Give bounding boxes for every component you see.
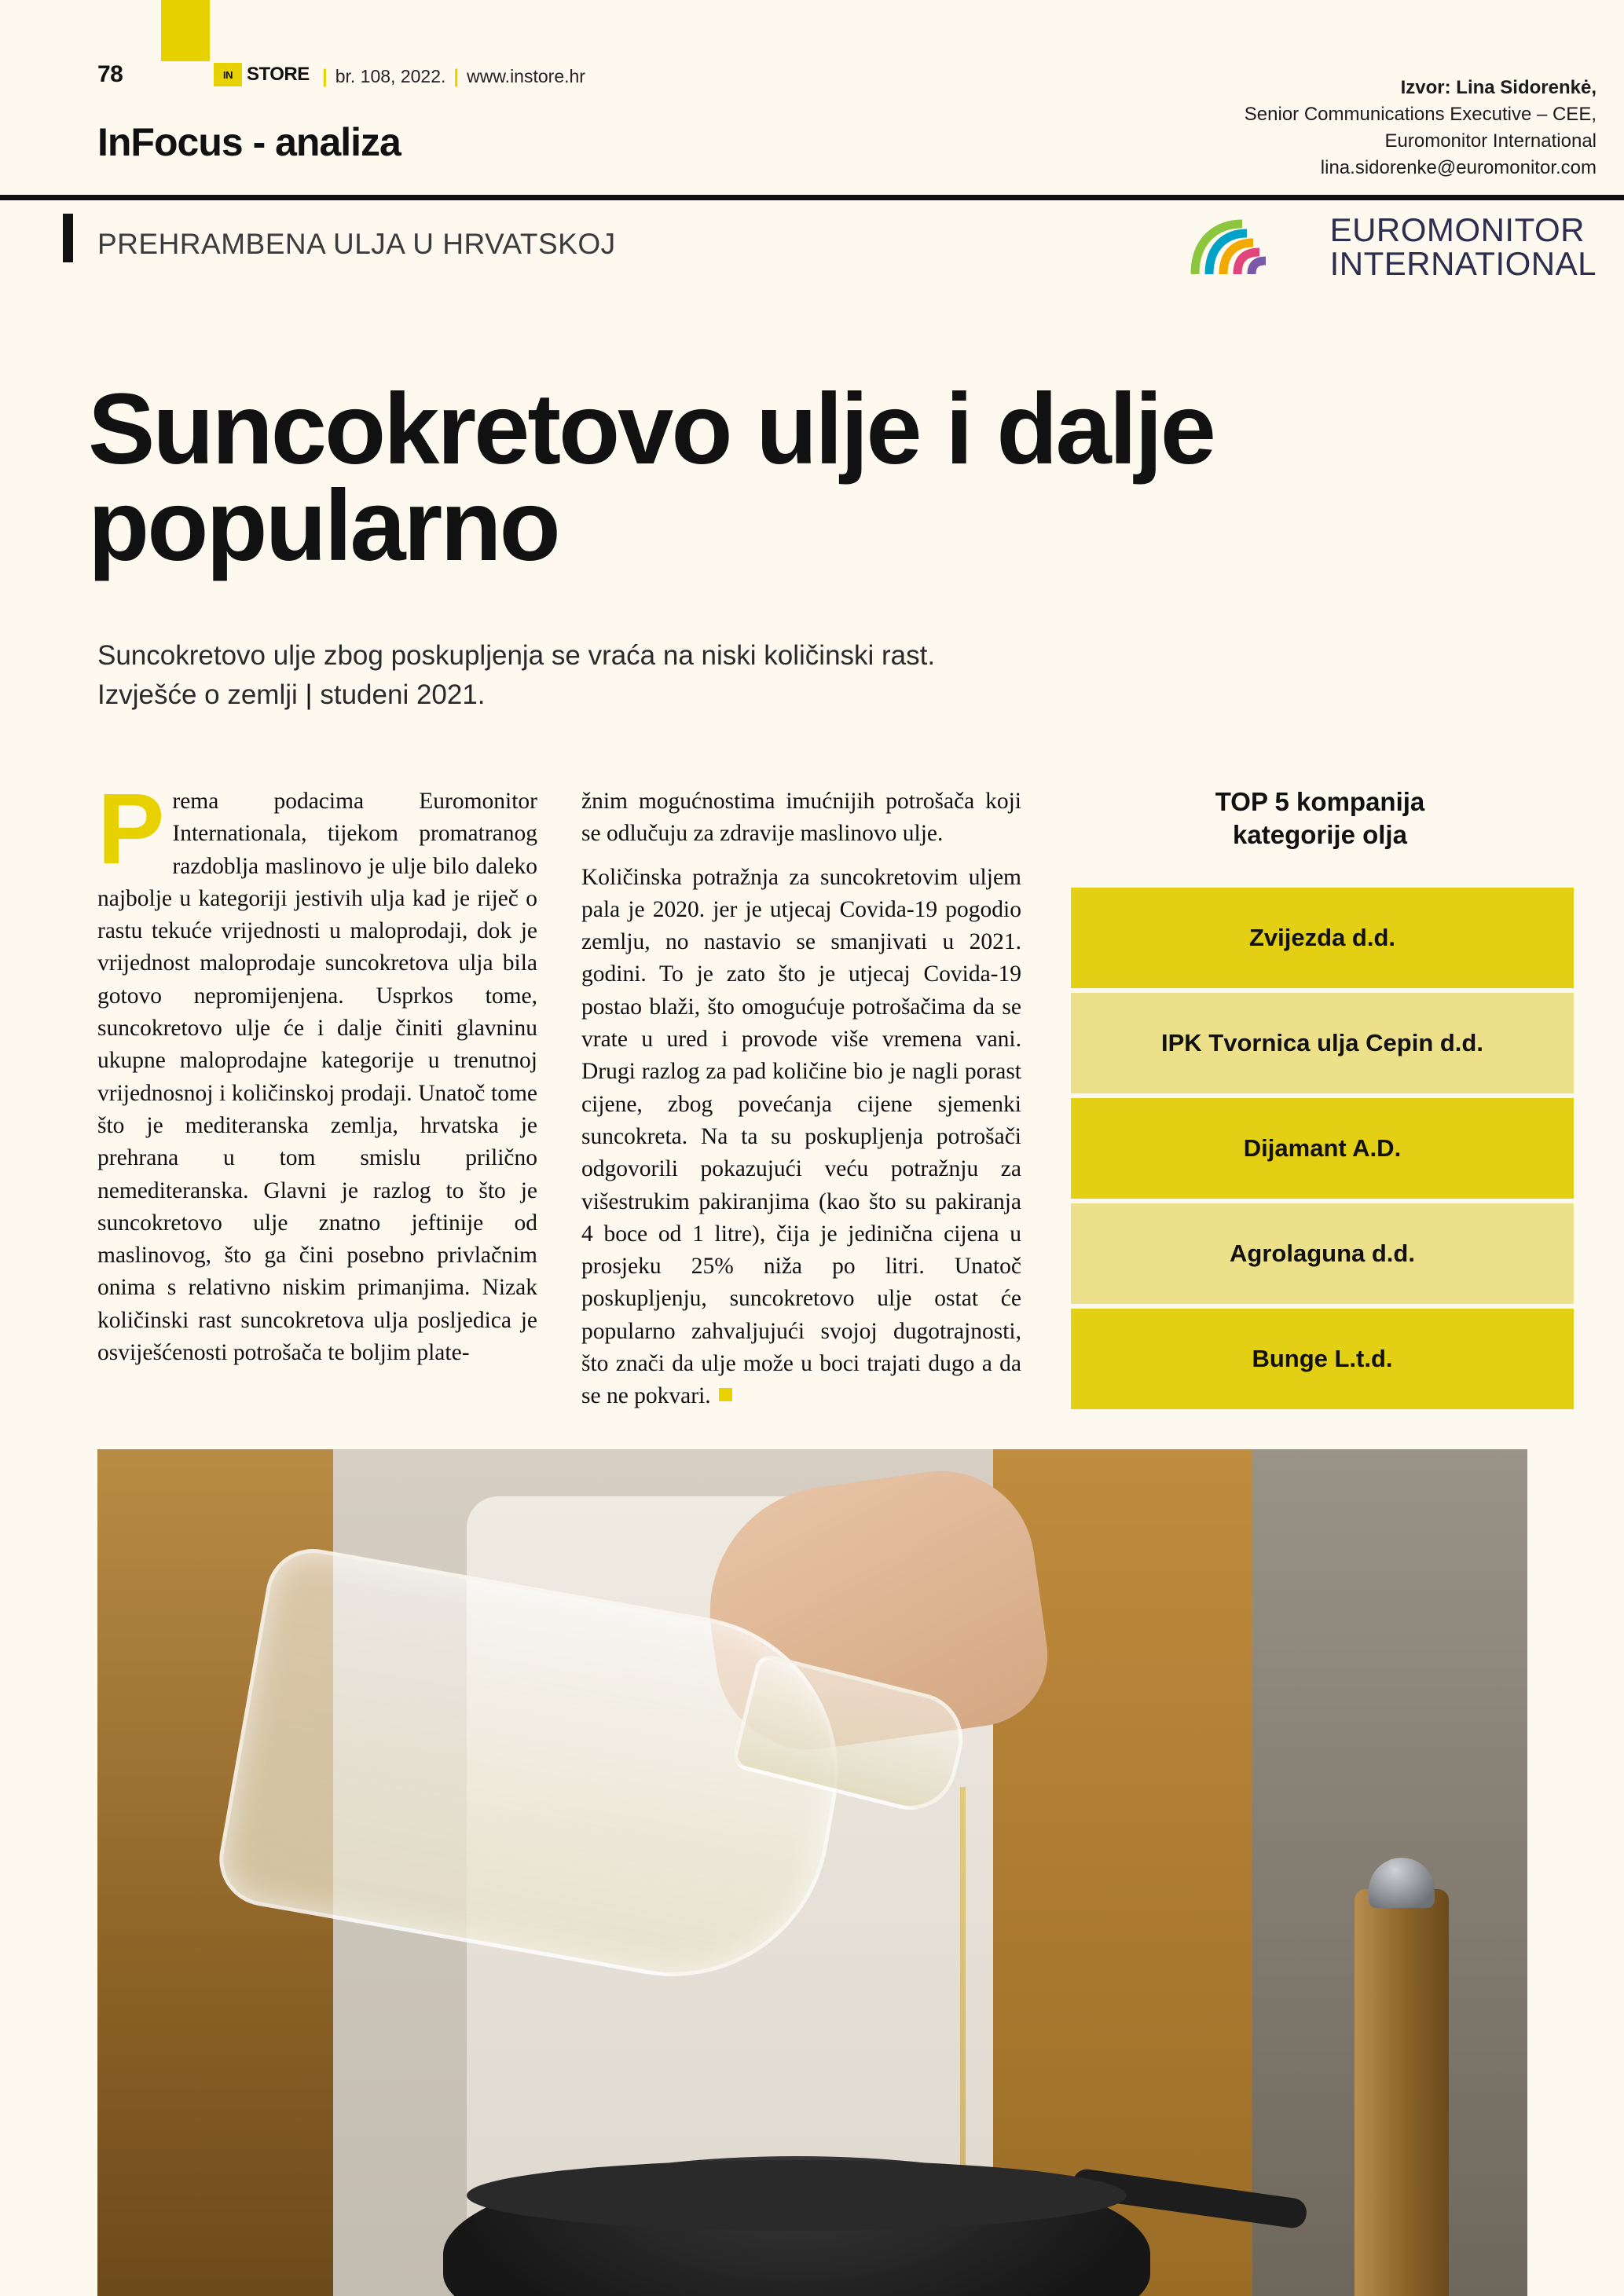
drop-cap: P: [97, 773, 165, 885]
list-item: [1071, 993, 1574, 1093]
top5-title-line1: TOP 5 kompanija: [1215, 787, 1425, 816]
standfirst-line2-wrap: [97, 676, 1276, 715]
list-item: [1071, 1098, 1574, 1199]
article-column-1: [97, 773, 537, 1369]
article-column-2: [581, 785, 1021, 1413]
list-item: [1071, 1203, 1574, 1304]
standfirst-line2: Izvješće o zemlji: [97, 679, 298, 710]
header-meta: [314, 66, 585, 88]
standfirst-line1: Suncokretovo ulje zbog poskupljenja se vraća na niski količinski rast.: [97, 640, 936, 671]
top5-list: [1071, 888, 1574, 1414]
kicker-label: PREHRAMBENA ULJA U HRVATSKOJ: [97, 228, 616, 260]
issue-label: br. 108, 2022.: [335, 66, 446, 86]
page-title: Suncokretovo ulje i dalje popularno: [88, 372, 1214, 582]
photo-oil-stream: [960, 1787, 966, 2211]
top5-item-label: Zvijezda d.d.: [1248, 924, 1396, 951]
list-item: [1071, 888, 1574, 988]
top5-item-label: Dijamant A.D.: [1243, 1134, 1402, 1162]
top5-item-label: IPK Tvornica ulja Cepin d.d.: [1161, 1029, 1483, 1056]
article-paragraph-text: Količinska potražnja za suncokretovim uljem pala je 2020. jer je utjecaj Covida-19 pogodio zemlju, no nastavio se smanjivati u 2021. godini. To je zato što je utjecaj Covida-19 postao blaži, što omogućuje potrošačima da se vrate u ured i provode više vremena vani. Drugi razlog za pad količine bio je nagli porast cijene, zbog povećanja cijene sjemenki suncokreta. Na ta su poskupljenja potrošači odgovorili pokazujući veću potražnju za višestrukim pakiranjima (kao što su pakiranja 4 boce od 1 litre), čija je jedinična cijena u prosjeku 25% niža po litri. Unatoč poskupljenju, suncokretovo ulje ostat će popularno zahvaljujući svojoj dugotrajnosti, što znači da ulje može u boci trajati dugo a da se ne pokvari.: [581, 864, 1021, 1409]
source-email[interactable]: lina.sidorenke@euromonitor.com: [1320, 157, 1597, 179]
top5-item-label: Bunge L.t.d.: [1252, 1345, 1393, 1372]
header-divider: [0, 195, 1624, 200]
end-mark-icon: [719, 1388, 732, 1401]
source-role: Senior Communications Executive – CEE,: [1244, 104, 1597, 126]
standfirst: [97, 636, 1276, 714]
article-paragraph: rema podacima Euromonitor Internationala, tijekom promatranog razdoblja maslinovo je ulje bilo daleko najbolje u kategoriji jestivih ulja kad je riječ o rastu tekuće vrijednosti u maloprodaji, dok je vrijednost maloprodaje suncokretova ulja bila gotovo nepromijenjena. Usprkos tome, suncokretovo ulje će i dalje činiti glavninu ukupne maloprodajne kategorije u trenutnoj vrijednosnoj i količinskoj prodaji. Unatoč tome što je mediteranska zemlja, hrvatska je prehrana u tom smislu prilično nemediteranska. Glavni je razlog to što je suncokretovo ulje znatno jeftinije od maslinovog, što ga čini posebno privlačnim onima s relativno niskim primanjima. Nizak količinski rast suncokretova ulja posljedica je osviješćenosti potrošača te boljim plate-: [97, 789, 537, 1366]
euromonitor-line2: INTERNATIONAL: [1329, 244, 1597, 282]
kicker-marker: [63, 214, 73, 262]
page-header: [0, 0, 1624, 196]
instore-badge: IN: [214, 63, 242, 86]
website-link[interactable]: www.instore.hr: [467, 66, 585, 86]
photo-pan-rim: [467, 2160, 1127, 2231]
article-paragraph: žnim mogućnostima imućnijih potrošača koji se odlučuju za zdravije maslinovo ulje.: [581, 789, 1021, 847]
euromonitor-line1: EUROMONITOR: [1329, 211, 1585, 248]
euromonitor-wordmark: [1329, 211, 1597, 282]
source-author: Izvor: Lina Sidorenkė,: [1400, 77, 1597, 98]
instore-logo: [214, 63, 310, 86]
page-number: 78: [97, 61, 123, 87]
source-credit: [1245, 75, 1597, 181]
euromonitor-logo: [1190, 211, 1597, 282]
euromonitor-arc-icon: [1190, 219, 1316, 276]
top5-item-label: Agrolaguna d.d.: [1230, 1240, 1415, 1267]
page-left-margin: [0, 0, 93, 2296]
source-company: Euromonitor International: [1384, 130, 1597, 152]
section-title: InFocus - analiza: [97, 120, 401, 164]
top5-title: [1069, 785, 1571, 851]
article-photo: [97, 1449, 1527, 2296]
separator-icon: |: [453, 66, 460, 87]
article-paragraph: [581, 862, 1021, 1413]
separator-icon: |: [322, 66, 328, 87]
standfirst-line2b: studeni 2021.: [320, 679, 486, 710]
top5-title-line2: kategorije olja: [1233, 820, 1407, 850]
list-item: [1071, 1309, 1574, 1409]
photo-pepper-mill: [1355, 1889, 1449, 2296]
instore-wordmark: STORE: [247, 64, 310, 85]
pipe-icon: |: [305, 679, 313, 710]
